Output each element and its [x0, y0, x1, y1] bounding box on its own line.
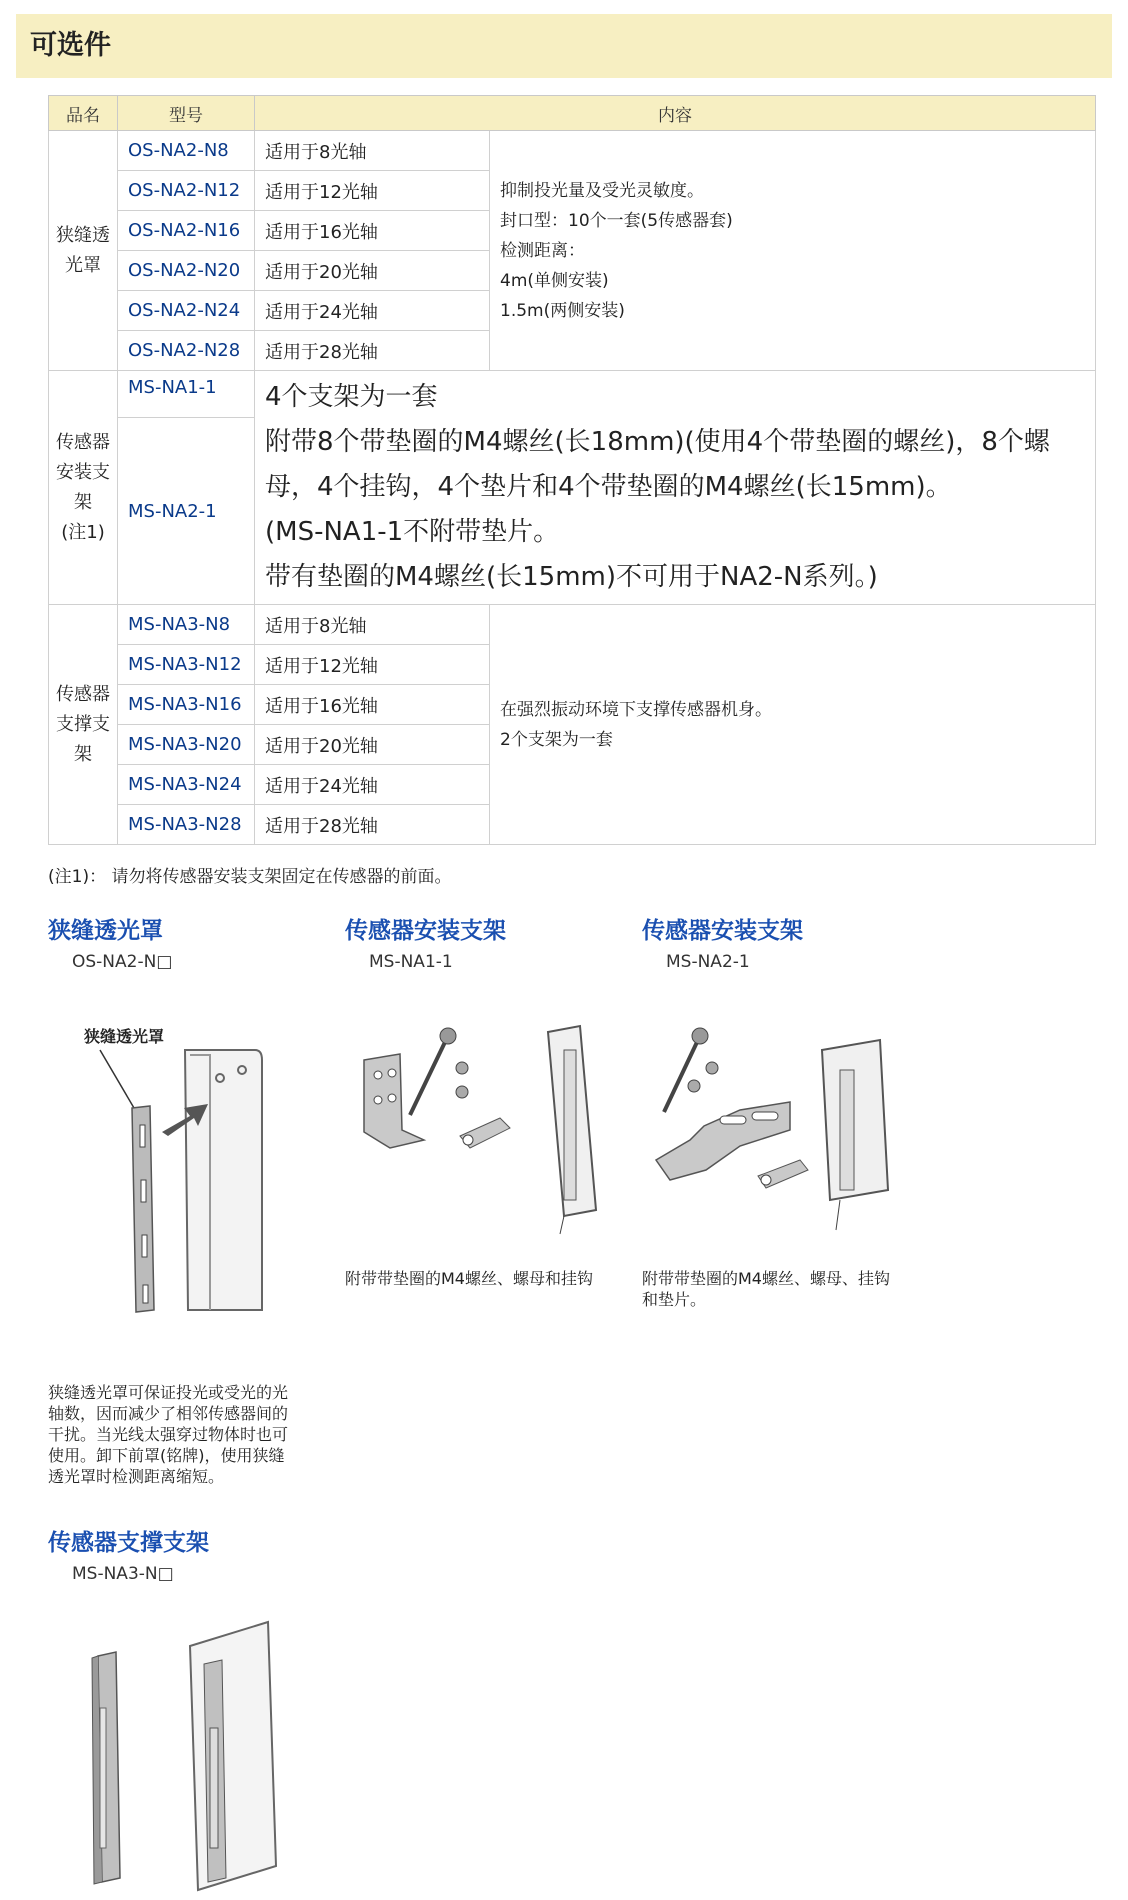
section-header [16, 14, 1112, 78]
model-cell: MS-NA3-N12 [118, 645, 255, 685]
axis-cell: 适用于24光轴 [255, 291, 490, 331]
axis-cell: 适用于12光轴 [255, 171, 490, 211]
model-cell: MS-NA2-1 [118, 418, 255, 605]
axis-cell: 适用于8光轴 [255, 605, 490, 645]
figure-title-support: 传感器支撑支架 [48, 1530, 209, 1556]
footnote: (注1)： 请勿将传感器安装支架固定在传感器的前面。 [48, 867, 452, 887]
mount-bracket-na1-illustration [350, 1020, 610, 1250]
axis-cell: 适用于12光轴 [255, 645, 490, 685]
model-cell: MS-NA3-N16 [118, 685, 255, 725]
table-row [49, 371, 1096, 418]
table-row [49, 605, 1096, 645]
product-name-slit: 狭缝透 光罩 [49, 131, 118, 371]
figure-model-support: MS-NA3-N□ [72, 1564, 174, 1584]
model-cell: MS-NA3-N8 [118, 605, 255, 645]
model-cell: MS-NA3-N28 [118, 805, 255, 845]
product-name-mount: 传感器 安装支 架 (注1) [49, 371, 118, 605]
axis-cell: 适用于20光轴 [255, 725, 490, 765]
slit-callout-label: 狭缝透光罩 [84, 1027, 165, 1046]
model-cell: OS-NA2-N28 [118, 331, 255, 371]
figure-desc-slit: 狭缝透光罩可保证投光或受光的光 轴数，因而减少了相邻传感器间的 干扰。当光线太强穿过物体时也可 使用。卸下前罩(铭牌)，使用狭缝 透光罩时检测距离缩短。 [48, 1383, 289, 1486]
figure-desc-mount2: 附带带垫圈的M4螺丝、螺母、挂钩 和垫片。 [642, 1269, 890, 1309]
axis-cell: 适用于8光轴 [255, 131, 490, 171]
support-bracket-illustration [80, 1608, 300, 1892]
axis-cell: 适用于20光轴 [255, 251, 490, 291]
table-row [49, 131, 1096, 171]
table-header-row [49, 96, 1096, 131]
header-name: 品名 [49, 96, 118, 131]
figure-title-mount2: 传感器安装支架 [642, 918, 803, 944]
content-mount: 4个支架为一套 附带8个带垫圈的M4螺丝(长18mm)(使用4个带垫圈的螺丝)，8个螺母，4个挂钩，4个垫片和4个带垫圈的M4螺丝(长15mm)。 (MS-NA1-1不附带垫片。 带有垫圈的M4螺丝(长15mm)不可用于NA2-N系列。) [255, 371, 1096, 605]
model-cell: MS-NA3-N20 [118, 725, 255, 765]
figure-desc-mount1: 附带带垫圈的M4螺丝、螺母和挂钩 [345, 1269, 593, 1288]
axis-cell: 适用于16光轴 [255, 211, 490, 251]
figure-model-mount2: MS-NA2-1 [666, 952, 750, 972]
model-cell: MS-NA1-1 [118, 371, 255, 418]
content-slit: 抑制投光量及受光灵敏度。 封口型：10个一套(5传感器套) 检测距离： 4m(单侧安装) 1.5m(两侧安装) [490, 131, 1096, 371]
mount-bracket-na2-illustration [650, 1020, 910, 1250]
header-model: 型号 [118, 96, 255, 131]
slit-mask-illustration [80, 1020, 320, 1320]
figure-model-slit: OS-NA2-N□ [72, 952, 173, 972]
section-title: 可选件 [30, 30, 111, 61]
axis-cell: 适用于24光轴 [255, 765, 490, 805]
header-content: 内容 [255, 96, 1096, 131]
content-support: 在强烈振动环境下支撑传感器机身。 2个支架为一套 [490, 605, 1096, 845]
model-cell: OS-NA2-N20 [118, 251, 255, 291]
model-cell: MS-NA3-N24 [118, 765, 255, 805]
model-cell: OS-NA2-N8 [118, 131, 255, 171]
model-cell: OS-NA2-N12 [118, 171, 255, 211]
model-cell: OS-NA2-N24 [118, 291, 255, 331]
axis-cell: 适用于28光轴 [255, 331, 490, 371]
axis-cell: 适用于28光轴 [255, 805, 490, 845]
figure-model-mount1: MS-NA1-1 [369, 952, 453, 972]
axis-cell: 适用于16光轴 [255, 685, 490, 725]
figure-title-mount1: 传感器安装支架 [345, 918, 506, 944]
figure-title-slit: 狭缝透光罩 [48, 918, 163, 944]
model-cell: OS-NA2-N16 [118, 211, 255, 251]
options-table [48, 95, 1096, 845]
product-name-support: 传感器 支撑支 架 [49, 605, 118, 845]
